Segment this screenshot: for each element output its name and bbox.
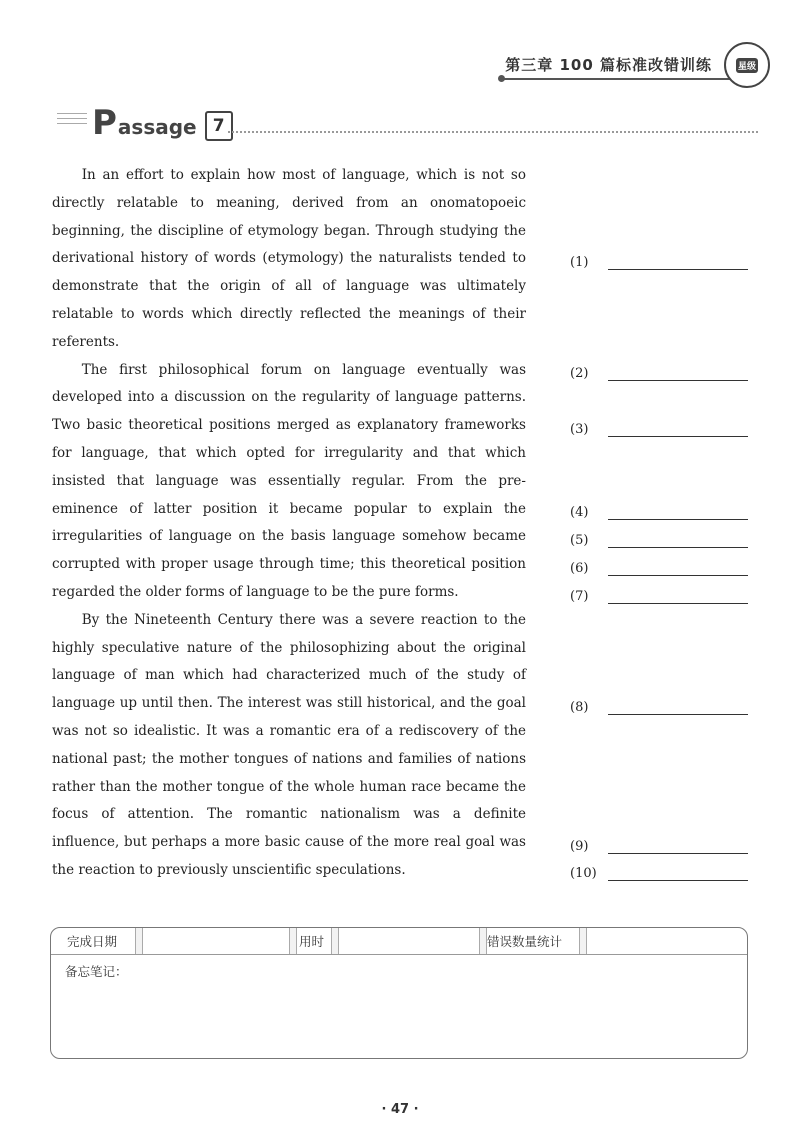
answer-line[interactable] — [608, 368, 748, 381]
answer-number: (4) — [570, 505, 589, 520]
answer-blank-8[interactable] — [570, 695, 748, 715]
chapter-title: 第三章 100 篇标准改错训练 — [505, 56, 712, 74]
tab-divider — [135, 928, 143, 954]
answer-number: (10) — [570, 866, 597, 881]
paragraph-3: By the Nineteenth Century there was a severe reaction to the highly speculative nature of the philosophizing about the original language of man which had characterized much of the study of language up until then. The interest was still historical, and the goal was not so idealistic. It was a romantic era of a rediscovery of the national past; the mother tongues of nations and families of nations rather than the mother tongue of the whole human race became the focus of attention. The romantic nationalism was a definite influence, but perhaps a more basic cause of the more real goal was the reaction to previously unscientific speculations. — [52, 611, 526, 878]
answer-blank-9[interactable] — [570, 834, 748, 854]
passage-text — [52, 162, 526, 885]
answer-number: (8) — [570, 700, 589, 715]
time-used-label: 用时 — [299, 934, 325, 949]
error-count-label: 错误数量统计 — [487, 934, 563, 949]
paragraph-1: In an effort to explain how most of language, which is not so directly relatable to meaning, derived from an onomatopoeic beginning, the discipline of etymology began. Through studying the derivational history of words (etymology) the naturalists tended to demonstrate that the origin of all of language was ultimately relatable to words which directly reflected the meanings of their referents. — [52, 167, 526, 350]
tab-divider — [579, 928, 587, 954]
answer-number: (5) — [570, 533, 589, 548]
answer-number: (1) — [570, 255, 589, 270]
header-rule — [502, 78, 760, 80]
answer-blank-6[interactable] — [570, 556, 748, 576]
answer-line[interactable] — [608, 702, 748, 715]
answer-line[interactable] — [608, 535, 748, 548]
answer-line[interactable] — [608, 424, 748, 437]
passage-rule-left — [57, 113, 87, 128]
passage-word: assage — [117, 115, 197, 139]
answer-line[interactable] — [608, 563, 748, 576]
tab-divider — [331, 928, 339, 954]
answer-blank-5[interactable] — [570, 528, 748, 548]
answer-number: (9) — [570, 839, 589, 854]
answer-blank-1[interactable] — [570, 250, 748, 270]
answer-number: (3) — [570, 422, 589, 437]
answer-line[interactable] — [608, 868, 748, 881]
tab-divider — [479, 928, 487, 954]
passage-initial: P — [92, 103, 117, 143]
record-box — [50, 927, 748, 1059]
record-box-header — [51, 928, 747, 955]
answer-line[interactable] — [608, 841, 748, 854]
answer-blank-3[interactable] — [570, 417, 748, 437]
answer-blank-2[interactable] — [570, 361, 748, 381]
passage-heading — [92, 105, 233, 141]
answer-number: (2) — [570, 366, 589, 381]
answer-number: (6) — [570, 561, 589, 576]
passage-number: 7 — [205, 111, 233, 141]
page-number: · 47 · — [381, 1102, 419, 1117]
completion-date-label: 完成日期 — [67, 934, 118, 949]
answer-line[interactable] — [608, 591, 748, 604]
answer-line[interactable] — [608, 257, 748, 270]
chapter-badge — [724, 42, 770, 88]
paragraph-2: The first philosophical forum on language eventually was developed into a discussion on the regularity of language patterns. Two basic theoretical positions merged as explanatory frameworks for language, that which opted for irregularity and that which insisted that language was essentially regular. From the pre-eminence of latter position it became popular to explain the irregularities of language on the basis language somehow became corrupted with proper usage through time; this theoretical position regarded the older forms of language to be the pure forms. — [52, 361, 526, 600]
answer-blank-7[interactable] — [570, 584, 748, 604]
badge-label: 星级 — [736, 58, 758, 73]
answer-blank-10[interactable] — [570, 861, 748, 881]
answer-blank-4[interactable] — [570, 500, 748, 520]
answer-line[interactable] — [608, 507, 748, 520]
tab-divider — [289, 928, 297, 954]
answer-number: (7) — [570, 589, 589, 604]
passage-rule-right — [228, 131, 758, 133]
memo-label: 备忘笔记： — [65, 964, 128, 979]
